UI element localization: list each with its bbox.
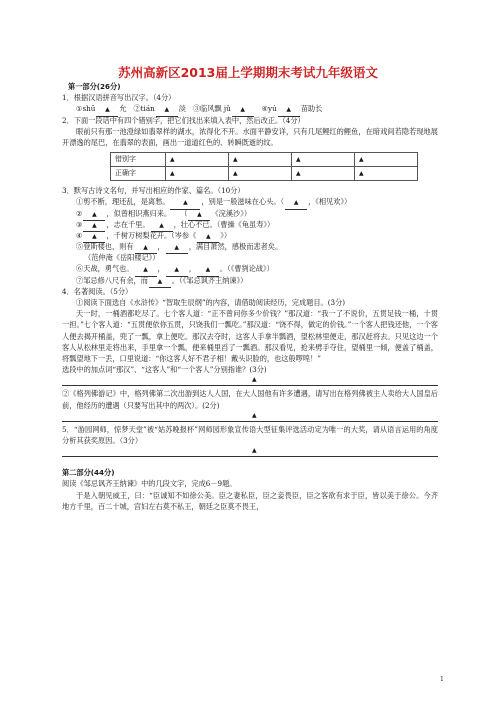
- answer-blank[interactable]: ▲: [166, 263, 188, 276]
- table-cell[interactable]: ▲: [166, 153, 229, 167]
- exam-content: [62, 81, 438, 512]
- q5-text: 5．“游园网师，惊梦天堂”被“姑苏晚报杯”网师园形象宣传语大型征集评选活动定为唯一的大奖，请从语言运用的角度分析其获奖原因。（3分）: [62, 424, 438, 446]
- answer-blank[interactable]: ▲: [197, 263, 219, 276]
- answer-line[interactable]: ▲: [62, 376, 438, 386]
- answer-blank[interactable]: ▲: [83, 208, 105, 221]
- answer-blank[interactable]: ▲: [170, 196, 200, 209]
- answer-blank[interactable]: ▲: [285, 196, 307, 209]
- q3-line-6: （范仲淹《岳阳楼记》）: [84, 253, 160, 263]
- answer-line[interactable]: ▲: [62, 412, 438, 422]
- table-cell[interactable]: ▲: [229, 167, 292, 181]
- answer-blank[interactable]: ▲: [135, 263, 157, 276]
- table-cell[interactable]: ▲: [292, 153, 355, 167]
- answer-blank[interactable]: ▲: [166, 241, 188, 254]
- q4-text: 4．名著阅读。（5分）: [62, 286, 133, 296]
- part2-passage: 于是入朝见威王，曰：“臣诚知不如徐公美。臣之妻私臣，臣之妾畏臣，臣之客欲有求于臣，皆以美于徐公。今齐地方千里，百二十城，宫妇左右莫不私王，朝廷之臣莫不畏王，: [62, 490, 438, 511]
- table-header-wrong: 错别字: [111, 153, 166, 167]
- q3-line-4: ④ ▲ ，千树万树梨花开。（岑参《 ▲ 》）: [62, 230, 438, 241]
- page-title: 苏州高新区2013届上学期期末考试九年级语文: [118, 65, 378, 80]
- answer-blank[interactable]: ▲: [188, 208, 210, 221]
- q1-text: 1．根据汉语拼音写出汉字。（4分）: [62, 93, 176, 103]
- table-cell[interactable]: ▲: [355, 153, 418, 167]
- q1-items: ①shū ▲ 允 ②tián ▲ 淡 ③临风飘 jǔ ▲ ④yú ▲ 苗助长: [62, 103, 438, 114]
- table-cell[interactable]: ▲: [355, 167, 418, 181]
- table-cell[interactable]: ▲: [292, 167, 355, 181]
- q2-text: 2．下面一段话中有四个错别字，把它们找出来填入表中，然后改正。（4分）: [62, 115, 305, 125]
- answer-blank[interactable]: ▲: [149, 275, 171, 288]
- answer-blank[interactable]: ▲: [197, 230, 219, 243]
- q4-ask1: 选段中的加点词“那汉”、“这客人”和“一个客人”分别指谁？(3分): [62, 365, 267, 375]
- answer-blank[interactable]: ▲: [156, 103, 178, 116]
- q4-passage: 天一时，一桶酒都吃尽了。七个客人道：“正不曾问你多少价钱？”那汉道：“我一了不说价，五贯足钱一桶，十贯一担。”七个客人道：“五贯便依你五贯，只饶我们一瓢吃。”那汉道：“饶不得，做定的价钱。”一个客人把钱还他，一个客人便去揭开桶盖，兜了一瓢，拿上便吃。那汉去夺时，这客人手拿半瓢酒，望松林里便走，那汉赶将去。只见这边一个客人从松林里走将出来，手里拿一个瓢，便来桶里舀了一瓢酒。那汉看见，抢来劈手夺住，望桶里一倾，便盖了桶盖，将瓢望地下一丢，口里说道：“你这客人好不君子相！戴头识脸的，也这般啰唣！”: [62, 309, 438, 364]
- page-number: 1: [440, 676, 444, 683]
- answer-blank[interactable]: ▲: [83, 219, 105, 232]
- answer-blank[interactable]: ▲: [135, 241, 157, 254]
- answer-blank[interactable]: ▲: [96, 103, 118, 116]
- answer-line[interactable]: ▲: [62, 447, 438, 457]
- q3-line-7: ⑥天战，勇气也。 ▲ ， ▲ ， ▲ 。（《曹刿论战》）: [62, 263, 438, 274]
- part1-heading: 第一部分(26分): [68, 82, 121, 91]
- part2-intro: 阅读《邹忌讽齐王纳谏》中的几段文字，完成6－9题。: [62, 479, 237, 489]
- part2-heading: 第二部分(44分): [62, 468, 115, 478]
- q3-line-3: ③ ▲ ，志在千里。 ▲ ，壮心不已。（曹操《龟虽寿》）: [62, 219, 438, 230]
- q3-text: 3．默写古诗文名句，并写出相应的作家、篇名。（10分）: [62, 186, 245, 196]
- table-header-right: 正确字: [111, 167, 166, 181]
- q2-correction-table: [110, 152, 418, 181]
- q4-sub2: ②《格列佛游记》中，格列佛第二次出游到达人人国，在大人国他有许多遭遇，请写出在格列佛被主人卖给大人国皇后前，他经历的遭遇（只要写出其中的两次）。(2分): [62, 389, 438, 410]
- table-cell[interactable]: ▲: [166, 167, 229, 181]
- q4-sub1: ①阅读下面选自《水浒传》“智取生辰纲”的内容，请借助阅读经历，完成题目。(3分): [76, 298, 346, 308]
- q3-line-1: ①剪不断，理还乱，是离愁。 ▲ ，别是一般滋味在心头。（ ▲ ，《相见欢》）: [62, 196, 438, 207]
- q2-paragraph: 眼前只有那一池澄绿如翡翠样的湖水，浓得化不开。水面平静安详，只有几尾鲤红的鲤鱼，在暗戏间若隐若现地展开漂逸的尾巴，在翡翠的表面，画出一道道红色的、转瞬既逝的纹。: [62, 126, 438, 147]
- q3-line-8: ⑦邹忌修八尺有余，而 ▲ 。（《邹忌讽齐王纳谏》）: [62, 275, 438, 286]
- answer-blank[interactable]: ▲: [151, 219, 173, 232]
- table-cell[interactable]: ▲: [229, 153, 292, 167]
- answer-blank[interactable]: ▲: [232, 103, 254, 116]
- q3-line-5: ⑤登斯楼也，则有 ▲ ， ▲ ，满目萧然，感极而悲者矣。: [62, 241, 438, 252]
- answer-blank[interactable]: ▲: [83, 230, 105, 243]
- answer-blank[interactable]: ▲: [278, 103, 300, 116]
- q3-line-2: ② ▲ ，似曾相识燕归来。 （ ▲ 《浣溪沙》）: [62, 208, 438, 219]
